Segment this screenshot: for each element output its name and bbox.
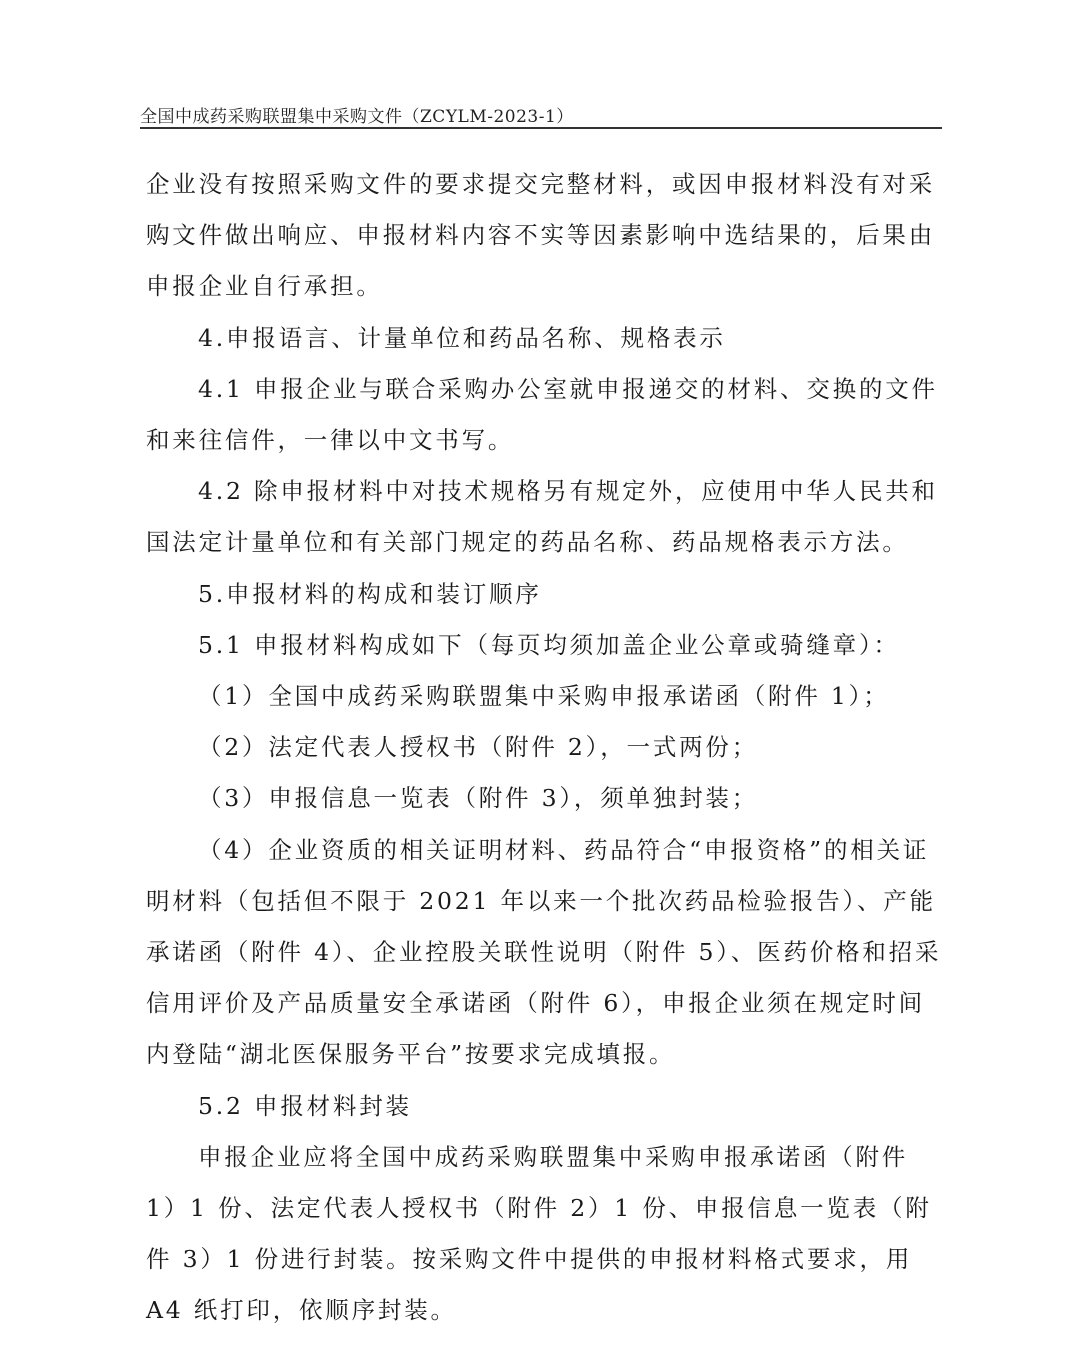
- paragraph-4-2: 4.2 除申报材料中对技术规格另有规定外，应使用中华人民共和国法定计量单位和有关部门规定的药品名称、药品规格表示方法。: [146, 477, 938, 557]
- section-heading-5: 5.申报材料的构成和装订顺序: [198, 579, 542, 608]
- list-item-1: （1）全国中成药采购联盟集中采购申报承诺函（附件 1）；: [198, 682, 890, 711]
- document-body: [146, 159, 948, 1337]
- paragraph-1: 企业没有按照采购文件的要求提交完整材料，或因申报材料没有对采购文件做出响应、申报材料内容不实等因素影响中选结果的，后果由申报企业自行承担。: [146, 170, 935, 301]
- page-header-title: 全国中成药采购联盟集中采购文件（ZCYLM-2023-1）: [140, 107, 574, 127]
- list-item-4: （4）企业资质的相关证明材料、药品符合“申报资格”的相关证明材料（包括但不限于 2021 年以来一个批次药品检验报告）、产能承诺函（附件 4）、企业控股关联性说明（附件 5）、医药价格和招采信用评价及产品质量安全承诺函（附件 6），申报企业须在规定时间内登陆“湖北医保服务平台”按要求完成填报。: [146, 835, 942, 1069]
- section-heading-5-2: 5.2 申报材料封装: [198, 1091, 412, 1120]
- paragraph-4-1: 4.1 申报企业与联合采购办公室就申报递交的材料、交换的文件和来往信件，一律以中文书写。: [146, 374, 938, 455]
- header-divider: [140, 127, 942, 129]
- list-item-3: （3）申报信息一览表（附件 3），须单独封装；: [198, 784, 759, 813]
- paragraph-5-1: 5.1 申报材料构成如下（每页均须加盖企业公章或骑缝章）：: [198, 630, 900, 659]
- list-item-2: （2）法定代表人授权书（附件 2），一式两份；: [198, 733, 759, 762]
- section-heading-4: 4.申报语言、计量单位和药品名称、规格表示: [198, 323, 726, 352]
- paragraph-5-2: 申报企业应将全国中成药采购联盟集中采购申报承诺函（附件 1）1 份、法定代表人授权书（附件 2）1 份、申报信息一览表（附件 3）1 份进行封装。按采购文件中提供的申报材料格式要求，用 A4 纸打印，依顺序封装。: [146, 1142, 932, 1325]
